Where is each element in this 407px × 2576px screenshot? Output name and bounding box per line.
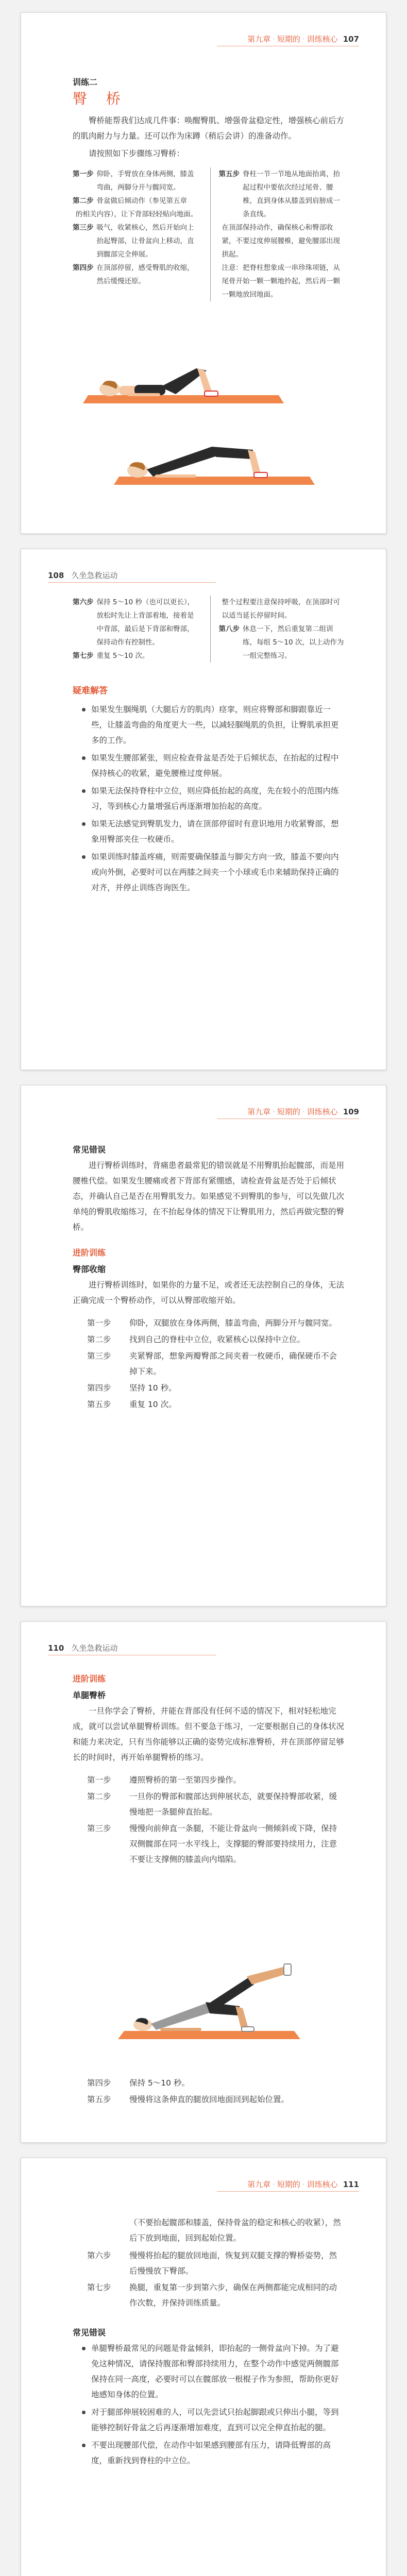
steps-two-column	[73, 596, 345, 663]
column-divider	[210, 167, 211, 301]
exercise-mat	[83, 395, 284, 403]
list-item: 如果发生腰部紧张，则应检查骨盆是否处于后倾状态，在抬起的过程中保持核心的收紧，避免腰椎过度伸展。	[82, 750, 345, 781]
page-body	[73, 75, 345, 301]
header-rule	[217, 1118, 359, 1119]
page-number: 110	[48, 1643, 64, 1653]
header-book-title: 久坐急救运动	[71, 1643, 118, 1653]
common-errors-title: 常见错误	[73, 1145, 106, 1155]
step-item: 第四步 保持 5～10 秒。	[87, 2078, 190, 2088]
glute-bridge-top-illustration	[109, 420, 325, 492]
lead-paragraph: 请按照如下步骤练习臀桥：	[89, 149, 185, 158]
page-body	[73, 1142, 345, 1413]
page-header: 第九章 · 短期的 · 训练核心 107	[247, 35, 359, 44]
step-item: 第四步 在顶部停留，感受臀肌的收缩，然后缓慢还原。	[73, 264, 194, 285]
step-list	[73, 2248, 345, 2311]
page-body	[73, 596, 345, 897]
page-110	[21, 1621, 386, 2143]
header-part: 短期的	[277, 35, 300, 44]
arm	[155, 474, 196, 478]
header-rule	[217, 2191, 359, 2192]
list-item: 单腿臀桥最常见的问题是骨盆倾斜，即抬起的一侧骨盆向下掉。为了避免这种情况，请保持腹部和臀部持续用力，在整个动作中感觉两侧髋部保持在同一高度，必要时可以在髋部放一根棍子作为参照，帮助你更好地感知身体的位置。	[82, 2341, 345, 2402]
step-item: 第五步 重复 10 次。	[87, 1400, 177, 1409]
drill-label: 训练二	[73, 77, 98, 87]
steps-right-column	[219, 596, 345, 663]
progression-intro: 一旦你学会了臀桥，并能在背部没有任何不适的情况下，相对轻松地完成，就可以尝试单腿臀桥训练。但不要急于练习，一定要根据自己的身体状况和能力来决定，只有当你能够以正确的姿势完成标准臀桥，并在顶部停留足够长的时间时，再开始单腿臀桥的练习。	[73, 1706, 345, 1762]
step-item: 第三步 夹紧臀部，想象两瓣臀部之间夹着一枚硬币，确保硬币不会掉下来。	[87, 1351, 337, 1376]
step-item: 的相关内容），让下背部轻轻贴向地面。	[76, 210, 198, 218]
step-item: 第一步 遵照臀桥的第一至第四步操作。	[87, 1775, 242, 1785]
glute-bridge-start-illustration	[78, 348, 294, 410]
header-topic: 训练核心	[307, 35, 338, 44]
step-item: 第五步 脊柱一节一节地从地面抬离，抬起过程中要依次经过尾骨、腰椎，直到身体从膝盖到肩膀成一条直线。	[218, 170, 340, 218]
single-leg-bridge-illustration	[114, 1962, 310, 2049]
progression-intro: 进行臀桥训练时，如果你的力量不足，或者还无法控制自己的身体，无法正确完成一个臀桥动作，可以从臀部收缩开始。	[73, 1280, 345, 1305]
page-body	[73, 2215, 345, 2470]
common-errors-title: 常见错误	[73, 2328, 106, 2337]
page-header	[48, 570, 359, 581]
progression-title: 进阶训练	[73, 1248, 106, 1258]
header-book-title: 久坐急救运动	[71, 571, 118, 580]
step-list	[73, 1772, 345, 1867]
step-list-continued	[73, 2075, 345, 2107]
troubleshooting-list	[82, 702, 345, 895]
steps-right-column	[219, 167, 345, 301]
step-item: 第八步 休息一下，然后重复第二组训练，每组 5～10 次，以上动作为一组完整练习。	[218, 625, 344, 660]
step-item: 第六步 保持 5～10 秒（也可以更长），放松时先让上背部着地，接着是中背部，最后是下背部和臀部，保持动作有控制性。	[73, 598, 195, 647]
step-item: 注意：把脊柱想象成一串珍珠项链，从尾骨开始一颗一颗地拎起，然后再一颗一颗地放回地面。	[222, 264, 340, 299]
torso	[147, 447, 217, 477]
arm	[127, 393, 160, 396]
step-item: 第二步 一旦你的臀部和髋部达到伸展状态，就要保持臀部收紧，缓慢地把一条腿伸直抬起。	[87, 1792, 337, 1817]
step-item: 第六步 慢慢将抬起的腿放回地面，恢复到双腿支撑的臀桥姿势，然后慢慢放下臀部。	[87, 2251, 337, 2276]
step-list	[73, 1315, 345, 1412]
page-108	[21, 549, 386, 1070]
page-number: 109	[343, 1107, 359, 1116]
common-errors-text: 进行臀桥训练时，背痛患者最常犯的错误就是不用臀肌抬起髋部，而是用腰椎代偿。如果发生腰痛或者下背部有紧绷感，请检查骨盆是否处于后倾状态，并确认自己是否在用臀肌发力。如果感觉不到臀肌的参与，可以先做几次单纯的臀肌收缩练习，在不抬起身体的情况下让臀肌用力，然后再做完整的臀桥。	[73, 1161, 345, 1232]
page-header	[48, 1642, 359, 1654]
step-item: 第一步 仰卧，双腿放在身体两侧，膝盖弯曲，两脚分开与髋同宽。	[87, 1318, 337, 1328]
header-chapter: 第九章	[247, 1107, 271, 1116]
header-rule	[48, 582, 216, 583]
drill-title: 臀 桥	[73, 90, 128, 107]
list-item: 如果无法感觉到臀肌发力，请在顶部停留时有意识地用力收紧臀部，想象用臀部夹住一枚硬币。	[82, 816, 345, 847]
page-107	[21, 12, 386, 534]
step-item: 第三步 吸气，收紧核心，然后开始向上抬起臀部，让骨盆向上移动，直到髋部完全伸展。	[73, 224, 194, 259]
progression-title: 进阶训练	[73, 1674, 106, 1684]
intro-paragraph: 臀桥能帮我们达成几件事：唤醒臀肌、增强骨盆稳定性，增强核心前后方的肌肉耐力与力量。还可以作为床蹲（稍后会讲）的准备动作。	[73, 116, 345, 141]
step-item: 在顶部保持动作，确保核心和臀部收紧，不要过度伸展腰椎，避免腰部出现拱起。	[222, 224, 340, 259]
list-item: 如果无法保持脊柱中立位，则应降低抬起的高度，先在较小的范围内练习，等到核心力量增强后再逐渐增加抬起的高度。	[82, 783, 345, 814]
progression-subtitle: 臀部收缩	[73, 1264, 106, 1274]
page-111	[21, 2158, 386, 2576]
step-item: 第三步 慢慢向前伸直一条腿，不能让骨盆向一侧倾斜或下降，保持双侧髋部在同一水平线上，支撑腿的臀部要持续用力，注意不要让支撑侧的膝盖向内塌陷。	[87, 1824, 337, 1864]
list-item: 对于腿部伸展较困难的人，可以先尝试只抬起脚跟或只伸出小腿，等到能够控制好骨盆之后再逐渐增加难度，直到可以完全伸直抬起的腿。	[82, 2404, 345, 2435]
step-item: 第五步 慢慢将这条伸直的腿放回地面回到起始位置。	[87, 2095, 290, 2104]
steps-left-column	[73, 596, 202, 663]
thigh	[212, 447, 253, 459]
progression-subtitle: 单腿臀桥	[73, 1690, 106, 1700]
shoe	[254, 472, 267, 478]
header-chapter: 第九章	[247, 2180, 271, 2189]
page-header: 第九章 · 短期的 · 训练核心 111	[247, 2180, 359, 2189]
page-body-continued	[73, 2075, 345, 2108]
raised-leg-shin	[247, 1966, 289, 1985]
header-part: 短期的	[277, 2180, 300, 2189]
section-title-troubleshooting: 疑难解答	[73, 686, 108, 696]
list-item: 如果训练时膝盖疼痛，则需要确保膝盖与脚尖方向一致，膝盖不要向内或向外倒，必要时可以在两膝之间夹一个小球或毛巾来辅助保持正确的对齐，并停止训练咨询医生。	[82, 849, 345, 895]
page-header: 第九章 · 短期的 · 训练核心 109	[247, 1107, 359, 1116]
steps-two-column	[73, 167, 345, 301]
raised-shoe	[284, 1964, 291, 1975]
step-item: 第四步 坚持 10 秒。	[87, 1383, 177, 1393]
exercise-mat	[114, 477, 315, 485]
step-item: 第二步 找到自己的脊柱中立位，收紧核心以保持中立位。	[87, 1335, 306, 1344]
page-body	[73, 1671, 345, 1868]
exercise-mat	[118, 2031, 300, 2039]
header-topic: 训练核心	[307, 1107, 338, 1116]
step-item: 第七步 换腿，重复第一步到第六步，确保在两侧都能完成相同的动作次数，并保持训练质量。	[87, 2283, 337, 2308]
step-continuation: （不要抬起髋部和膝盖，保持骨盆的稳定和核心的收紧），然后下放到地面，回到起始位置。	[129, 2218, 341, 2243]
step-item: 第七步 重复 5～10 次。	[73, 652, 149, 660]
step-item: 第一步 仰卧，手臂放在身体两侧，膝盖弯曲，两脚分开与髋同宽。	[73, 170, 194, 192]
step-item: 第二步 骨盆做后倾动作（参见第五章	[73, 197, 187, 205]
list-item: 如果发生腘绳肌（大腿后方的肌肉）痉挛，则应将臀部和脚跟靠近一些，让膝盖弯曲的角度更大一些，以减轻腘绳肌的负担，让臀肌承担更多的工作。	[82, 702, 345, 748]
shoe	[205, 391, 218, 396]
common-errors-list	[82, 2341, 345, 2468]
shoe	[242, 2027, 254, 2031]
header-part: 短期的	[277, 1107, 300, 1116]
page-number: 107	[343, 35, 359, 44]
steps-left-column	[73, 167, 202, 301]
header-topic: 训练核心	[307, 2180, 338, 2189]
arm	[160, 2028, 201, 2031]
list-item: 不要出现腰部代偿，在动作中如果感到腰部有压力，请降低臀部的高度，重新找到脊柱的中立位。	[82, 2437, 345, 2468]
page-number: 111	[343, 2180, 359, 2189]
page-number: 108	[48, 571, 64, 580]
torso	[151, 2003, 211, 2030]
column-divider	[210, 596, 211, 663]
step-item: 整个过程要注意保持呼吸，在顶部时可以适当延长停留时间。	[222, 598, 340, 620]
header-chapter: 第九章	[247, 35, 271, 44]
page-109	[21, 1085, 386, 1606]
